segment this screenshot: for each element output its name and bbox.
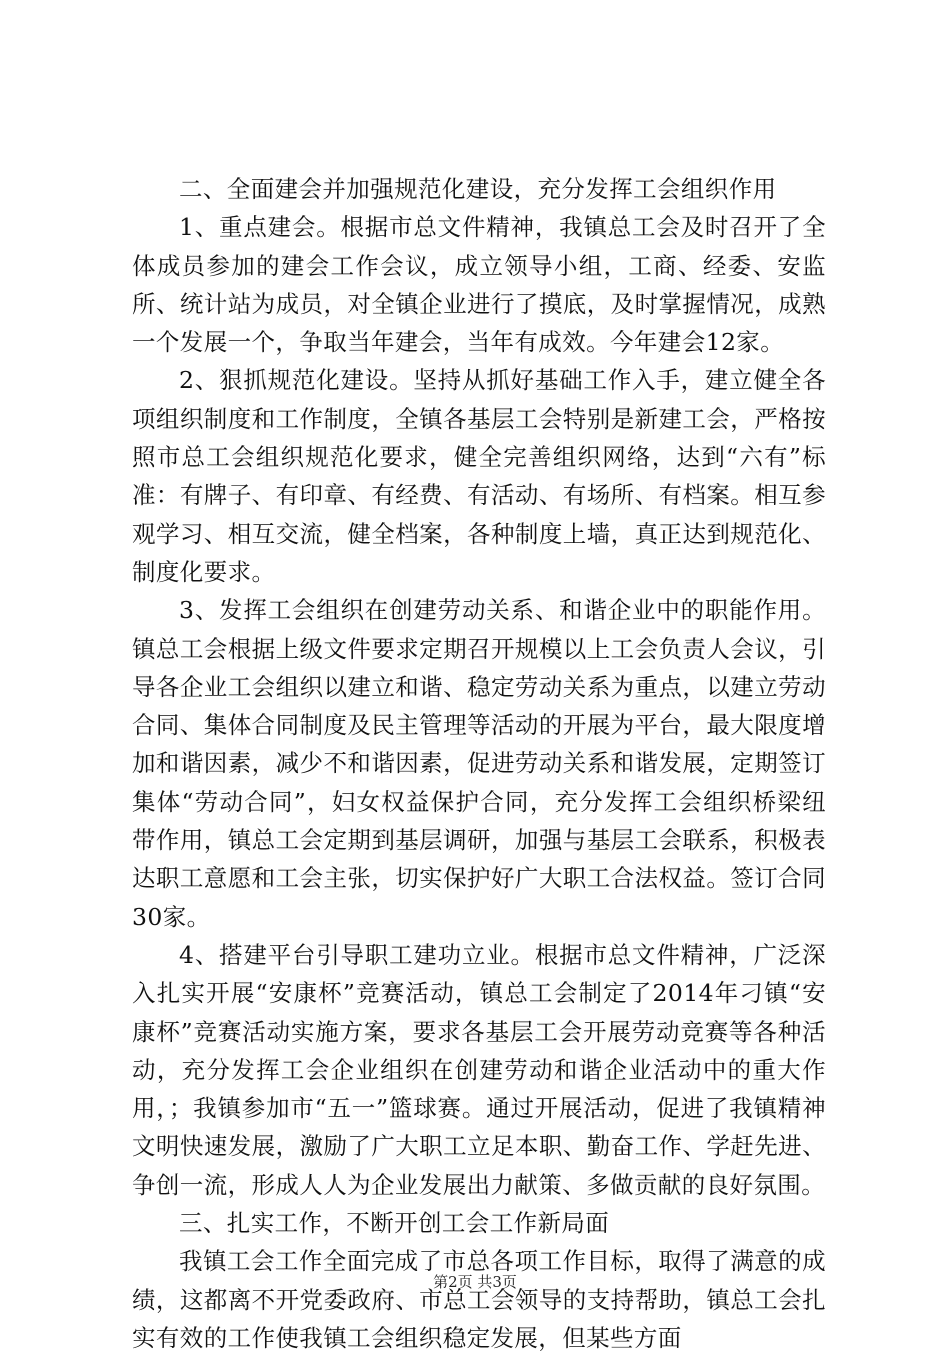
document-body xyxy=(132,170,826,1357)
page-number-footer: 第2页 共3页 xyxy=(433,1273,517,1291)
paragraph-platform: 4、搭建平台引导职工建功立业。根据市总文件精神，广泛深入扎实开展“安康杯”竞赛活动，镇总工会制定了2014年刁镇“安康杯”竞赛活动实施方案，要求各基层工会开展劳动竞赛等各种活动，充分发挥工会企业组织在创建劳动和谐企业活动中的重大作用，；我镇参加市“五一”篮球赛。通过开展活动，促进了我镇精神文明快速发展，激励了广大职工立足本职、勤奋工作、学赶先进、争创一流，形成人人为企业发展出力献策、多做贡献的良好氛围。 xyxy=(132,940,826,1199)
section-heading-three: 三、扎实工作，不断开创工会工作新局面 xyxy=(179,1209,610,1238)
section-heading-two: 二、全面建会并加强规范化建设，充分发挥工会组织作用 xyxy=(179,175,777,203)
paragraph-standardization: 2、狠抓规范化建设。坚持从抓好基础工作入手，建立健全各项组织制度和工作制度，全镇各基层工会特别是新建工会，严格按照市总工会组织规范化要求，健全完善组织网络，达到“六有”标准：有牌子、有印章、有经费、有活动、有场所、有档案。相互参观学习、相互交流，健全档案，各种制度上墙，真正达到规范化、制度化要求。 xyxy=(132,366,826,586)
paragraph-key-unions: 1、重点建会。根据市总文件精神，我镇总工会及时召开了全体成员参加的建会工作会议，成立领导小组，工商、经委、安监所、统计站为成员，对全镇企业进行了摸底，及时掌握情况，成熟一个发展一个，争取当年建会，当年有成效。今年建会12家。 xyxy=(132,213,826,357)
paragraph-labor-relations: 3、发挥工会组织在创建劳动关系、和谐企业中的职能作用。镇总工会根据上级文件要求定期召开规模以上工会负责人会议，引导各企业工会组织以建立和谐、稳定劳动关系为重点，以建立劳动合同、集体合同制度及民主管理等活动的开展为平台，最大限度增加和谐因素，减少不和谐因素，促进劳动关系和谐发展，定期签订集体“劳动合同”，妇女权益保护合同，充分发挥工会组织桥梁纽带作用，镇总工会定期到基层调研，加强与基层工会联系，积极表达职工意愿和工会主张，切实保护好广大职工合法权益。签订合同30家。 xyxy=(132,596,826,931)
paragraph-summary: 我镇工会工作全面完成了市总各项工作目标，取得了满意的成绩，这都离不开党委政府、市总工会领导的支持帮助，镇总工会扎实有效的工作使我镇工会组织稳定发展，但某些方面 xyxy=(132,1247,826,1352)
